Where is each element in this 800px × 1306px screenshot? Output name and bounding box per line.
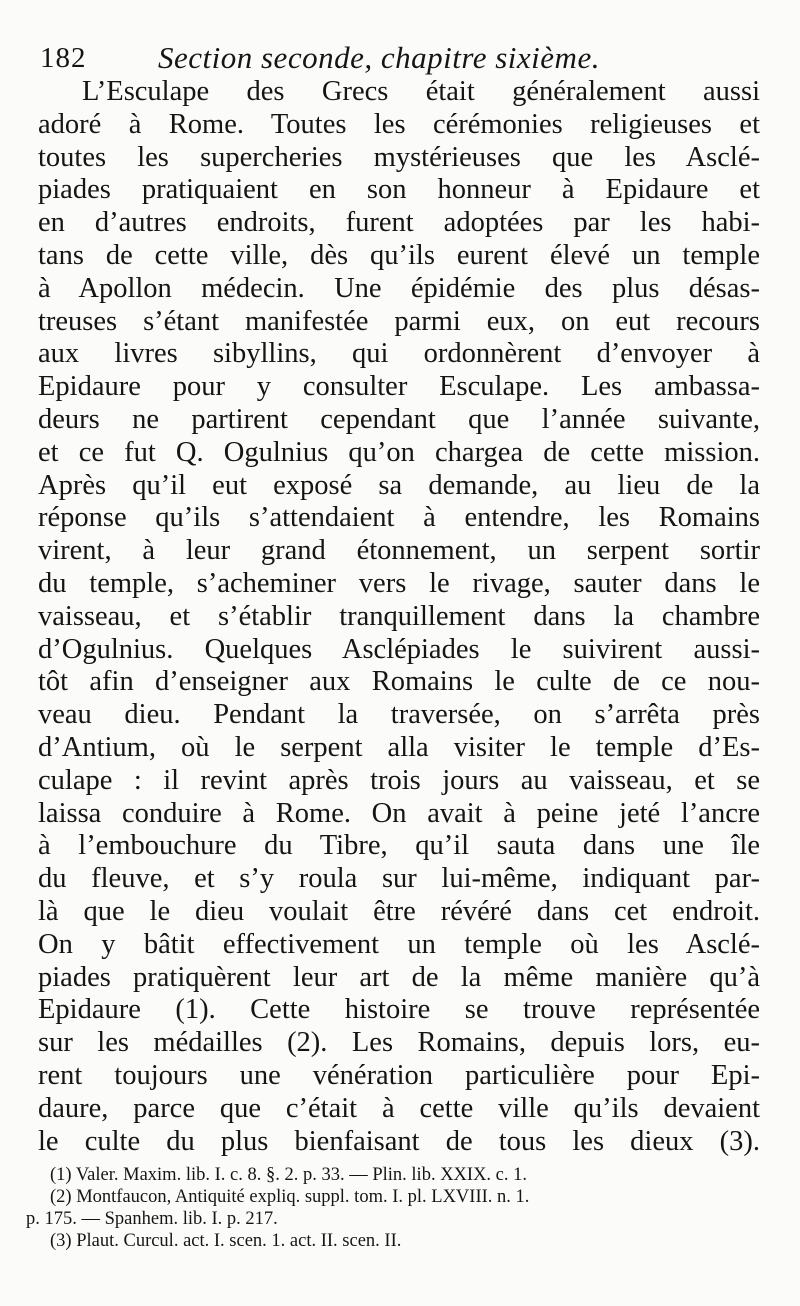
page-number: 182 [40, 42, 87, 74]
text-line: à Apollon médecin. Une épidémie des plus désas- [38, 272, 760, 304]
footnote-2-continued: p. 175. — Spanhem. lib. I. p. 217. [26, 1209, 278, 1229]
page-header [30, 38, 750, 78]
text-line: du temple, s’acheminer vers le rivage, sauter dans le [38, 567, 760, 599]
text-line: adoré à Rome. Toutes les cérémonies religieuses et [38, 108, 760, 140]
text-line: piades pratiquèrent leur art de la même manière qu’à [38, 961, 760, 993]
text-line: deurs ne partirent cependant que l’année suivante, [38, 403, 760, 435]
text-line: tans de cette ville, dès qu’ils eurent élevé un temple [38, 239, 760, 271]
text-line: d’Ogulnius. Quelques Asclépiades le suivirent aussi- [38, 633, 760, 665]
text-line: daure, parce que c’était à cette ville qu’ils devaient [38, 1092, 760, 1124]
footnote-3: (3) Plaut. Curcul. act. I. scen. 1. act. II. scen. II. [50, 1231, 402, 1251]
text-line: là que le dieu voulait être révéré dans cet endroit. [38, 895, 760, 927]
text-line: laissa conduire à Rome. On avait à peine jeté l’ancre [38, 797, 760, 829]
footnote-1: (1) Valer. Maxim. lib. I. c. 8. §. 2. p. 33. — Plin. lib. XXIX. c. 1. [50, 1165, 528, 1185]
text-line: et ce fut Q. Ogulnius qu’on chargea de cette mission. [38, 436, 760, 468]
text-line: réponse qu’ils s’attendaient à entendre, les Romains [38, 502, 760, 534]
text-line: aux livres sibyllins, qui ordonnèrent d’envoyer à [38, 338, 760, 370]
text-line: à l’embouchure du Tibre, qu’il sauta dans une île [38, 830, 760, 862]
text-line: L’Esculape des Grecs était généralement aussi [82, 76, 760, 107]
text-line: Epidaure pour y consulter Esculape. Les ambassa- [38, 371, 760, 403]
text-line: tôt afin d’enseigner aux Romains le culte de ce nou- [38, 666, 760, 698]
text-line: piades pratiquaient en son honneur à Epidaure et [38, 174, 760, 206]
footnotes [26, 1164, 760, 1252]
running-head: Section seconde, chapitre sixième. [158, 40, 600, 75]
text-line: On y bâtit effectivement un temple où les Asclé- [38, 928, 760, 960]
text-line: treuses s’étant manifestée parmi eux, on eut recours [38, 305, 760, 337]
footnote-2: (2) Montfaucon, Antiquité expliq. suppl. tom. I. pl. LXVIII. n. 1. [50, 1187, 530, 1207]
text-line: toutes les supercheries mystérieuses que les Asclé- [38, 141, 760, 173]
text-line: d’Antium, où le serpent alla visiter le temple d’Es- [38, 731, 760, 763]
text-line: virent, à leur grand étonnement, un serpent sortir [38, 535, 760, 567]
text-line: sur les médailles (2). Les Romains, depuis lors, eu- [38, 1027, 760, 1059]
text-line: le culte du plus bienfaisant de tous les dieux (3). [38, 1125, 760, 1157]
text-line: Epidaure (1). Cette histoire se trouve représentée [38, 994, 760, 1026]
text-line: Après qu’il eut exposé sa demande, au lieu de la [38, 469, 760, 501]
text-line: rent toujours une vénération particulière pour Epi- [38, 1059, 760, 1091]
text-line: vaisseau, et s’établir tranquillement dans la chambre [38, 600, 760, 632]
text-line: du fleuve, et s’y roula sur lui-même, indiquant par- [38, 863, 760, 895]
body-text [38, 76, 760, 1158]
text-line: veau dieu. Pendant la traversée, on s’arrêta près [38, 699, 760, 731]
text-line: en d’autres endroits, furent adoptées par les habi- [38, 207, 760, 239]
text-line: culape : il revint après trois jours au vaisseau, et se [38, 764, 760, 796]
